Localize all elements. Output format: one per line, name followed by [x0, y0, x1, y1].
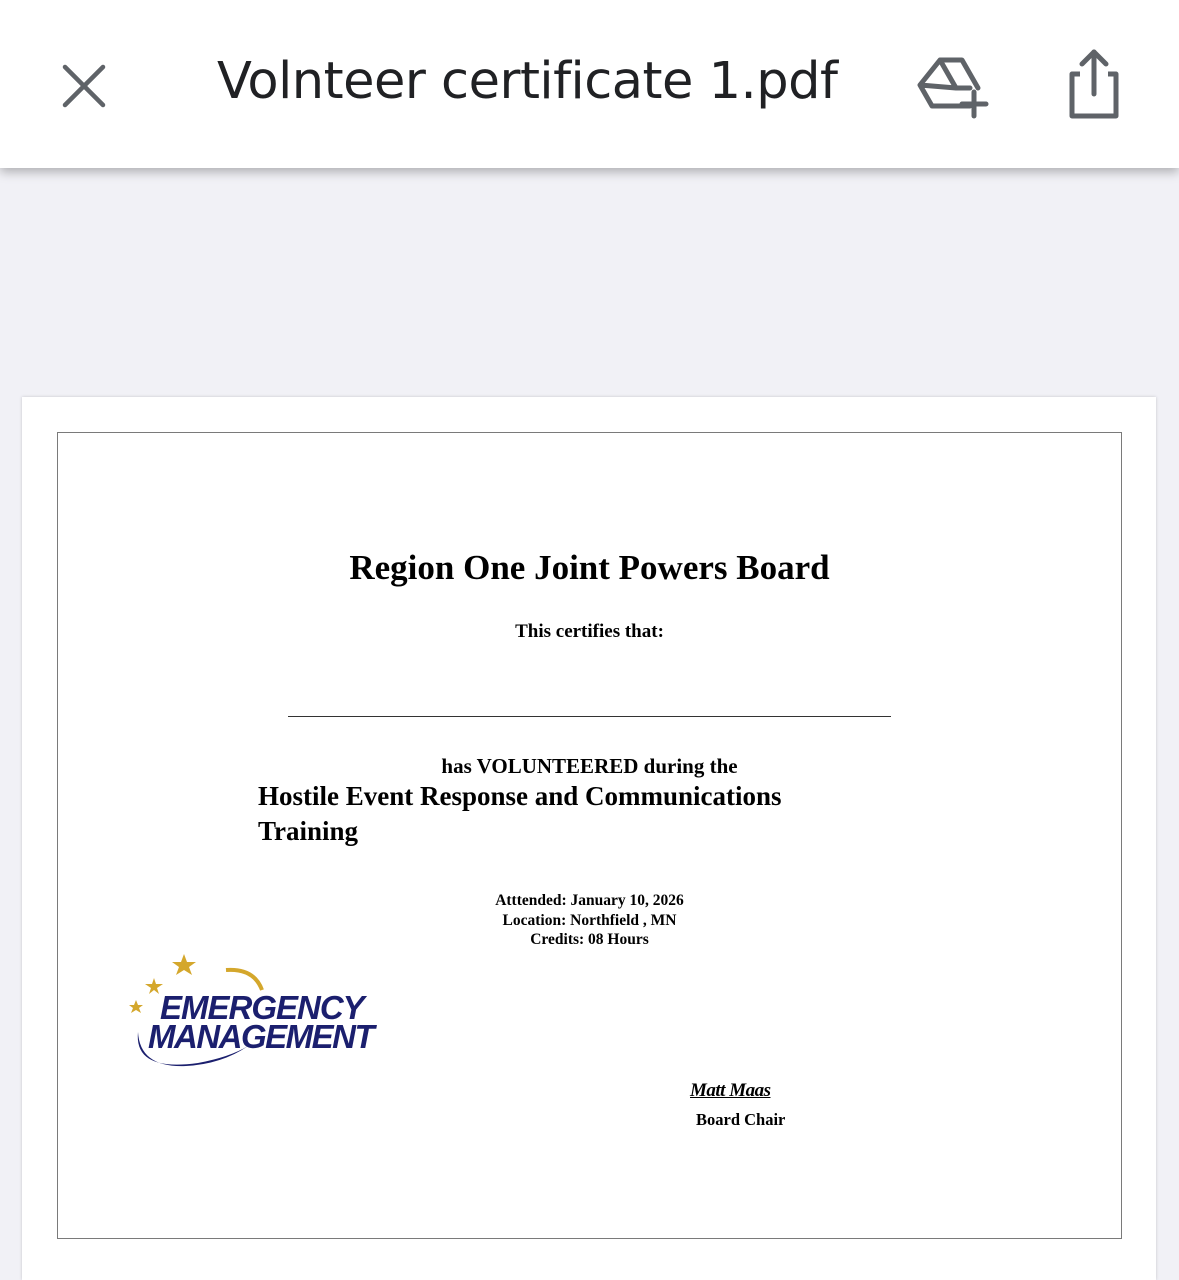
close-button[interactable] — [48, 50, 120, 122]
certificate-border — [57, 432, 1122, 1239]
signature: Matt Maas — [690, 1080, 771, 1101]
logo-line-1: EMERGENCY — [160, 989, 364, 1026]
attended-date: Atttended: January 10, 2026 — [495, 892, 684, 909]
document-title: Volnteer certificate 1.pdf — [217, 52, 838, 111]
emergency-management-logo — [126, 948, 426, 1078]
add-to-drive-button[interactable] — [912, 50, 992, 120]
pdf-page — [22, 397, 1156, 1280]
share-icon — [1058, 44, 1130, 124]
share-button[interactable] — [1058, 44, 1130, 124]
location: Location: Northfield , MN — [502, 911, 677, 929]
signer-title: Board Chair — [696, 1110, 786, 1129]
credits: Credits: 08 Hours — [530, 931, 649, 948]
event-name-line-2: Training — [258, 816, 359, 846]
top-bar — [0, 0, 1179, 168]
certifies-text: This certifies that: — [515, 621, 664, 642]
event-name-line-1: Hostile Event Response and Communications — [258, 781, 782, 811]
add-to-drive-icon — [912, 50, 992, 120]
name-blank-line — [288, 716, 891, 717]
certificate-heading: Region One Joint Powers Board — [349, 548, 830, 587]
event-name — [258, 779, 858, 849]
logo-line-2: MANAGEMENT — [148, 1018, 374, 1055]
certificate-details — [58, 891, 1121, 950]
close-icon — [62, 64, 106, 108]
volunteered-text: has VOLUNTEERED during the — [441, 754, 738, 778]
